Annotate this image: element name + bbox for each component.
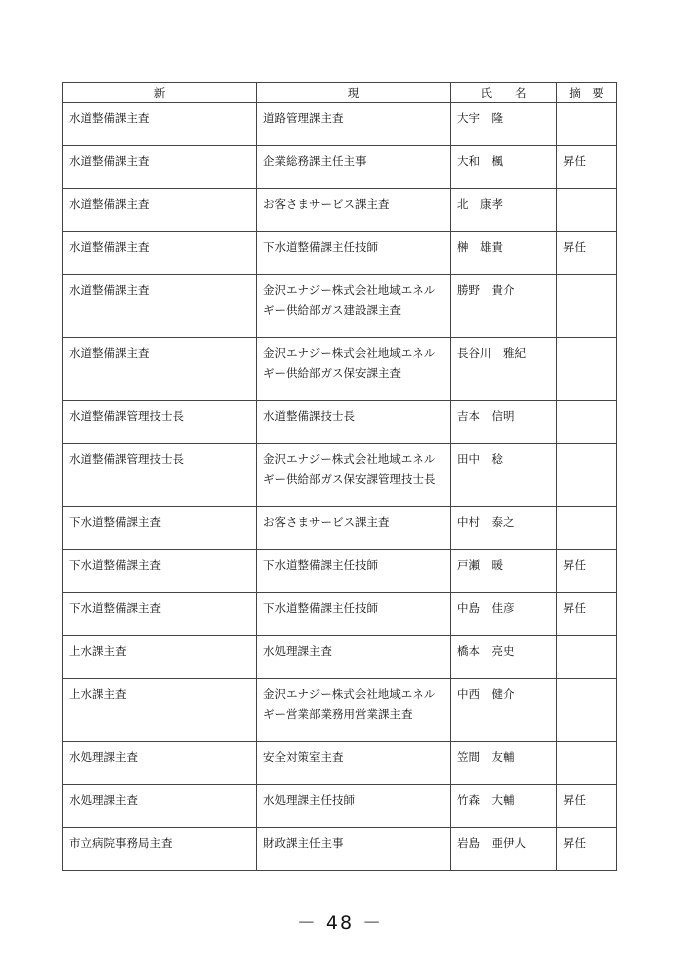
table-row [63,828,617,871]
cell-remarks [557,103,617,146]
cell-remarks [557,742,617,785]
page-number: － 48 － [296,912,384,934]
header-remarks: 摘 要 [557,83,617,103]
table-row [63,444,617,507]
cell-remarks [557,679,617,742]
table-row [63,679,617,742]
cell-remarks: 昇任 [557,593,617,636]
cell-new: 水道整備課主査 [63,146,257,189]
cell-name: 戸瀬 暖 [451,550,557,593]
table-row [63,146,617,189]
cell-name: 北 康孝 [451,189,557,232]
table-row [63,593,617,636]
table-body [63,103,617,871]
table-row [63,550,617,593]
cell-current: 金沢エナジー株式会社地域エネル ギー供給部ガス保安課管理技士長 [257,444,451,507]
cell-current: 財政課主任主事 [257,828,451,871]
cell-new: 下水道整備課主査 [63,507,257,550]
cell-new: 上水課主査 [63,636,257,679]
table-row [63,507,617,550]
cell-name: 大宇 隆 [451,103,557,146]
cell-new: 水道整備課管理技士長 [63,401,257,444]
table-row [63,785,617,828]
cell-remarks [557,444,617,507]
table-row [63,636,617,679]
cell-remarks [557,338,617,401]
header-row [63,83,617,103]
table-row [63,275,617,338]
cell-name: 榊 雄貴 [451,232,557,275]
cell-new: 水道整備課主査 [63,275,257,338]
cell-current: お客さまサービス課主査 [257,507,451,550]
table-row [63,401,617,444]
cell-remarks [557,189,617,232]
cell-new: 水道整備課管理技士長 [63,444,257,507]
cell-remarks [557,507,617,550]
cell-remarks: 昇任 [557,146,617,189]
cell-new: 水道整備課主査 [63,232,257,275]
cell-name: 大和 楓 [451,146,557,189]
cell-remarks [557,401,617,444]
personnel-table [62,82,617,871]
cell-remarks [557,275,617,338]
cell-name: 中西 健介 [451,679,557,742]
header-current: 現 [257,83,451,103]
cell-new: 水道整備課主査 [63,189,257,232]
cell-name: 岩島 亜伊人 [451,828,557,871]
header-new: 新 [63,83,257,103]
cell-name: 橋本 亮史 [451,636,557,679]
cell-current: 水処理課主査 [257,636,451,679]
cell-remarks: 昇任 [557,828,617,871]
cell-remarks [557,636,617,679]
cell-new: 下水道整備課主査 [63,550,257,593]
cell-current: 下水道整備課主任技師 [257,232,451,275]
cell-new: 水処理課主査 [63,742,257,785]
cell-name: 竹森 大輔 [451,785,557,828]
cell-new: 水処理課主査 [63,785,257,828]
cell-name: 笠間 友輔 [451,742,557,785]
cell-current: 道路管理課主査 [257,103,451,146]
header-name: 氏 名 [451,83,557,103]
cell-name: 中島 佳彦 [451,593,557,636]
table-row [63,742,617,785]
cell-remarks: 昇任 [557,232,617,275]
cell-current: 金沢エナジー株式会社地域エネル ギー供給部ガス建設課主査 [257,275,451,338]
cell-name: 中村 泰之 [451,507,557,550]
cell-current: 安全対策室主査 [257,742,451,785]
cell-current: 金沢エナジー株式会社地域エネル ギー営業部業務用営業課主査 [257,679,451,742]
cell-name: 田中 稔 [451,444,557,507]
cell-remarks: 昇任 [557,550,617,593]
cell-name: 長谷川 雅紀 [451,338,557,401]
cell-new: 水道整備課主査 [63,338,257,401]
cell-new: 市立病院事務局主査 [63,828,257,871]
cell-current: 水処理課主任技師 [257,785,451,828]
cell-name: 吉本 信明 [451,401,557,444]
table-row [63,103,617,146]
table-row [63,338,617,401]
cell-remarks: 昇任 [557,785,617,828]
cell-current: 下水道整備課主任技師 [257,550,451,593]
cell-new: 水道整備課主査 [63,103,257,146]
table-row [63,189,617,232]
cell-new: 下水道整備課主査 [63,593,257,636]
cell-name: 勝野 貴介 [451,275,557,338]
cell-current: 下水道整備課主任技師 [257,593,451,636]
cell-current: 企業総務課主任主事 [257,146,451,189]
cell-current: 水道整備課技士長 [257,401,451,444]
cell-new: 上水課主査 [63,679,257,742]
cell-current: お客さまサービス課主査 [257,189,451,232]
cell-current: 金沢エナジー株式会社地域エネル ギー供給部ガス保安課主査 [257,338,451,401]
table-row [63,232,617,275]
